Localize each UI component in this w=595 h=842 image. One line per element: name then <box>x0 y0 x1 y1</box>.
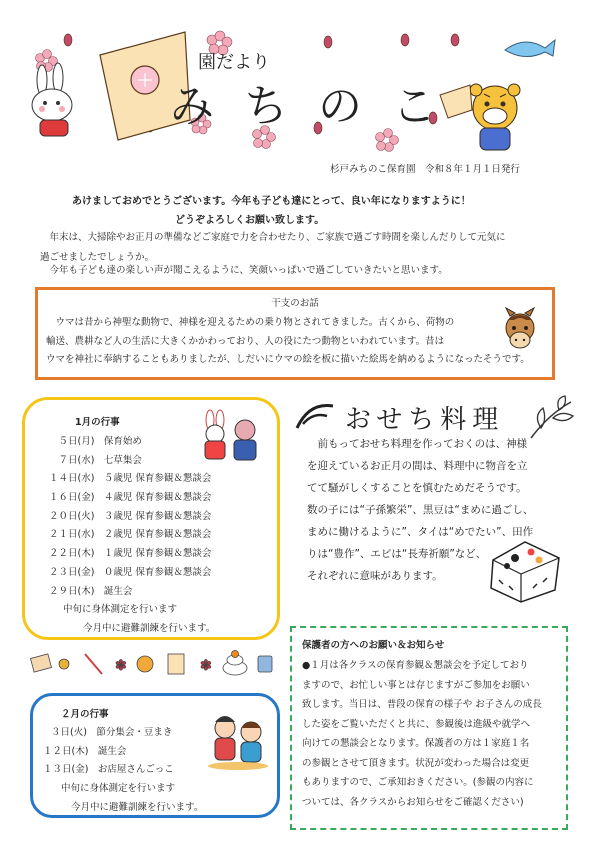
osechi-line: 数の子には“子孫繁栄”、黒豆は“まめに過ごし、 <box>307 504 534 516</box>
event-row: １３日(金) お店屋さんごっこ <box>43 764 174 776</box>
event-row: １４日(水) ５歳児 保育参観＆懇談会 <box>49 473 212 485</box>
jubako-box-icon <box>485 530 565 605</box>
tiger-icon <box>470 84 520 150</box>
zodiac-body <box>46 314 530 370</box>
parent-notice-box <box>290 626 568 830</box>
zodiac-line: ウマは昔から神聖な動物で、神様を迎えるための乗り物とされてきました。古くから、荷物の <box>46 317 455 328</box>
notice-line: 向けての懇談会となります。保護者の方は１家庭１名 <box>302 738 530 749</box>
event-row: ７日(水) 七草集会 <box>49 454 142 466</box>
greeting-paragraph-2: 今年も子ども達の楽しい声が聞こえるように、笑顔いっぱいで過ごしていきたいと思います。 <box>40 265 448 276</box>
svg-text:✽: ✽ <box>200 658 212 674</box>
january-events-list <box>49 433 215 639</box>
notice-title: 保護者の方へのお願い＆お知らせ <box>302 640 445 651</box>
february-events-box <box>30 693 280 818</box>
event-row: １２日(木) 誕生会 <box>43 745 127 757</box>
notice-body <box>302 656 562 812</box>
notice-line: 致します。当日は、普段の保育の様子や お子さんの成長 <box>302 699 542 710</box>
event-row: １６日(金) ４歳児 保育参観＆懇談会 <box>49 492 212 504</box>
greeting-paragraph-1-line-2: 過ごせましたでしょうか。 <box>40 252 155 263</box>
festival-dolls-icon <box>190 408 270 463</box>
svg-text:✽: ✽ <box>115 658 127 674</box>
osechi-line: てて騒がしくすることを慎むためだそうです。 <box>307 482 527 494</box>
event-note: 今月中に避難訓練を行います。 <box>71 801 204 813</box>
greeting-line-1: あけましておめでとうございます。今年も子ども達にとって、良い年になりますように！ <box>72 196 471 207</box>
event-row: ３日(火) 節分集会・豆まき <box>51 727 173 738</box>
february-events-list <box>43 724 203 817</box>
zodiac-title: 干支のお話 <box>271 298 319 309</box>
event-note: 中旬に身体測定を行います <box>63 604 178 616</box>
notice-line: ますので、お忙しい事とは存じますがご参加をお願い <box>302 679 530 691</box>
event-row: ２２日(木) １歳児 保育参観＆懇談会 <box>49 548 212 560</box>
zodiac-line: 輸送、農耕など人の生活に大きくかかわっており、人の役にたつ動物といわれています。昔は <box>46 335 445 347</box>
zodiac-line: ウマを神社に奉納することもありましたが、しだいにウマの絵を板に描いた絵馬を納めるようになったそうです。 <box>46 354 530 365</box>
newsletter-subtitle: 園だより <box>198 52 270 73</box>
zodiac-story-box <box>35 287 555 380</box>
february-events-title: ２月の行事 <box>61 709 109 720</box>
notice-line: もありますので、ご承知おきください。(参観の内容に <box>302 777 534 788</box>
children-mamemaki-icon <box>203 708 273 770</box>
newsletter-title: みちのこ <box>170 81 466 132</box>
event-note: 中旬に身体測定を行います <box>61 783 176 795</box>
rabbit-icon <box>32 63 72 136</box>
january-events-box <box>22 397 280 640</box>
fish-icon <box>505 40 555 57</box>
notice-line: ついては、各クラスからお知らせをご確認ください) <box>302 796 524 808</box>
osechi-line: りは“豊作”、エビは“長寿祈願”など、 <box>307 548 487 560</box>
greeting-line-2: どうぞよろしくお願い致します。 <box>175 215 325 226</box>
new-year-decoration-strip <box>30 648 285 680</box>
event-row: ２１日(水) ２歳児 保育参観＆懇談会 <box>49 529 212 541</box>
ornament-icon <box>30 651 272 676</box>
greeting-paragraph-1-line-1: 年末は、大掃除やお正月の準備などご家庭で力を合わせたり、ご家族で過ごす時間を楽しんだりして元気に <box>40 232 506 243</box>
event-row: ５日(月) 保育始め <box>49 436 142 447</box>
horse-icon <box>496 306 544 354</box>
osechi-line: 前もっておせち料理を作っておくのは、神様 <box>307 438 528 450</box>
notice-line: の参観とさせて頂きます。状況が変わった場合は変更 <box>302 757 530 769</box>
osechi-line: を迎えているお正月の間は、料理中に物音を立 <box>307 460 528 472</box>
event-row: ２０日(火) ３歳児 保育参観＆懇談会 <box>49 510 212 522</box>
january-events-title: 1月の行事 <box>75 417 120 428</box>
osechi-line: まめに働けるように”、タイは“めでたい”、田作 <box>307 526 534 538</box>
notice-line: した姿をご覧いただくと共に、参観後は進級や就学へ <box>302 718 531 730</box>
event-row: ２９日(木) 誕生会 <box>49 585 133 597</box>
event-note: 今月中に避難訓練を行います。 <box>83 622 216 634</box>
notice-line: ●１月は各クラスの保育参観＆懇談会を予定しており <box>302 660 529 671</box>
publication-info: 杉戸みちのこ保育園 令和８年１月１日発行 <box>330 164 521 175</box>
osechi-line: それぞれに意味があります。 <box>307 570 443 582</box>
osechi-title: おせち料理 <box>345 405 505 435</box>
event-row: ２３日(金) ０歳児 保育参観＆懇談会 <box>49 566 212 578</box>
pine-decoration-icon <box>293 398 339 436</box>
